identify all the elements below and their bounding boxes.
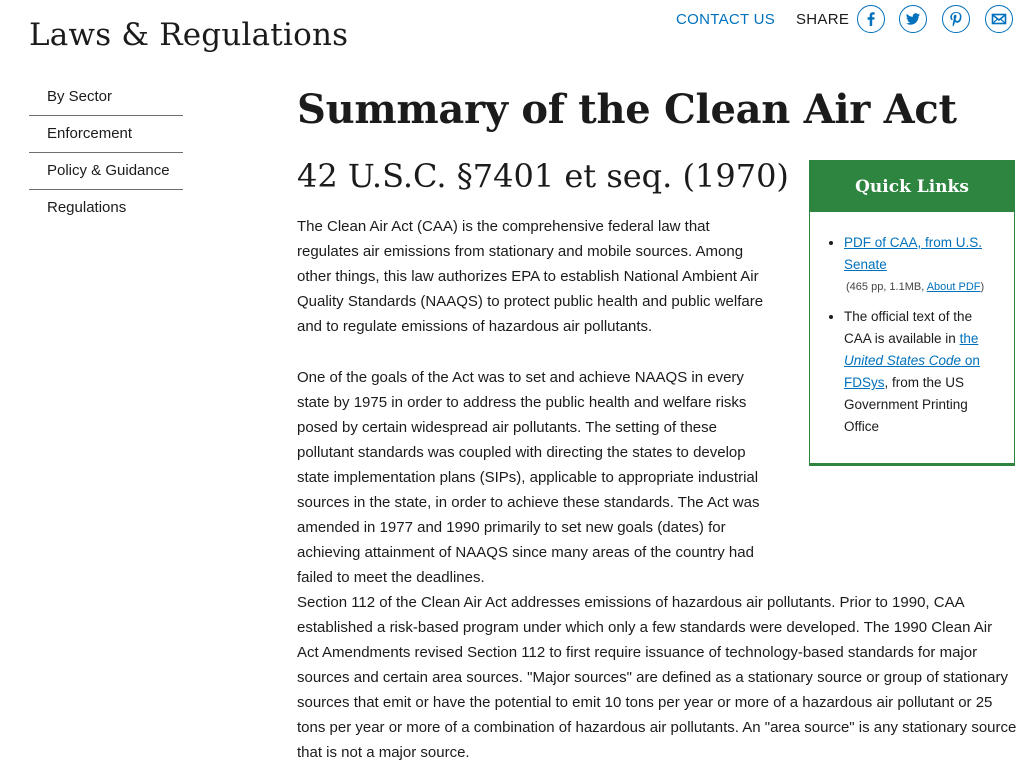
official-text-source: , from the US Government Printing Office (844, 375, 968, 434)
quick-links-title: Quick Links (810, 161, 1014, 212)
quick-link-item (844, 232, 1000, 298)
sidebar-item-regulations[interactable]: Regulations (47, 199, 127, 216)
official-text-intro: The official text of the CAA is available in (844, 309, 973, 346)
share-pinterest-button[interactable] (942, 5, 970, 33)
quick-links-list (810, 212, 1014, 438)
sidebar-item-policy-guidance[interactable]: Policy & Guidance (29, 153, 183, 190)
page-subtitle: 42 U.S.C. §7401 et seq. (1970) (297, 157, 789, 195)
quick-links-box (809, 160, 1015, 466)
pdf-meta-suffix: ) (980, 281, 985, 293)
share-email-button[interactable] (985, 5, 1013, 33)
body-paragraph-3: Section 112 of the Clean Air Act addresses emissions of hazardous air pollutants. Prior to 1990, CAA established a risk-based program under which only a few standards were developed. The 1990 Clean Air Act Amendments revised Section 112 to first require issuance of technology-based standards for major sources and certain area sources. "Major sources" are defined as a stationary source or group of stationary sources that emit or have the potential to emit 10 tons per year or more of a hazardous air pollutant or 25 tons per year or more of a combination of hazardous air pollutants. An "area source" is any stationary source that is not a major source. (297, 594, 1017, 761)
quick-link-item (844, 306, 1000, 438)
twitter-icon (905, 11, 921, 27)
about-pdf-link[interactable]: About PDF (926, 281, 981, 293)
sidebar-nav (29, 79, 183, 227)
facebook-icon (863, 11, 879, 27)
caa-pdf-link[interactable]: PDF of CAA, from U.S. Senate (844, 235, 983, 272)
pinterest-icon (948, 11, 964, 27)
us-code-link-title: United States Code (844, 353, 962, 368)
site-title[interactable]: Laws & Regulations (29, 17, 349, 53)
email-icon (991, 11, 1007, 27)
page-title: Summary of the Clean Air Act (297, 86, 957, 133)
pdf-meta (846, 276, 1000, 298)
body-paragraph-2: One of the goals of the Act was to set and achieve NAAQS in every state by 1975 in order to address the public health and welfare risks posed by certain widespread air pollutants. The setting of these pollutant standards was coupled with directing the states to develop state implementation plans (SIPs), applicable to appropriate industrial sources in the state, in order to achieve these standards. The Act was amended in 1977 and 1990 primarily to set new goals (dates) for achieving attainment of NAAQS since many areas of the country had failed to meet the deadlines. (297, 369, 760, 586)
body-paragraph-1: The Clean Air Act (CAA) is the comprehensive federal law that regulates air emissions from stationary and mobile sources. Among other things, this law authorizes EPA to establish National Ambient Air Quality Standards (NAAQS) to protect public health and public welfare and to regulate emissions of hazardous air pollutants. (297, 218, 764, 335)
contact-us-link[interactable]: CONTACT US (676, 11, 776, 28)
share-facebook-button[interactable] (857, 5, 885, 33)
pdf-meta-prefix: (465 pp, 1.1MB, (846, 281, 927, 293)
us-code-link-the: the (959, 331, 979, 346)
us-code-link-fdsys: on FDSys (844, 353, 980, 390)
share-label: SHARE (796, 11, 850, 28)
sidebar-item-by-sector[interactable]: By Sector (29, 79, 183, 116)
share-twitter-button[interactable] (899, 5, 927, 33)
sidebar-item-enforcement[interactable]: Enforcement (29, 116, 183, 153)
